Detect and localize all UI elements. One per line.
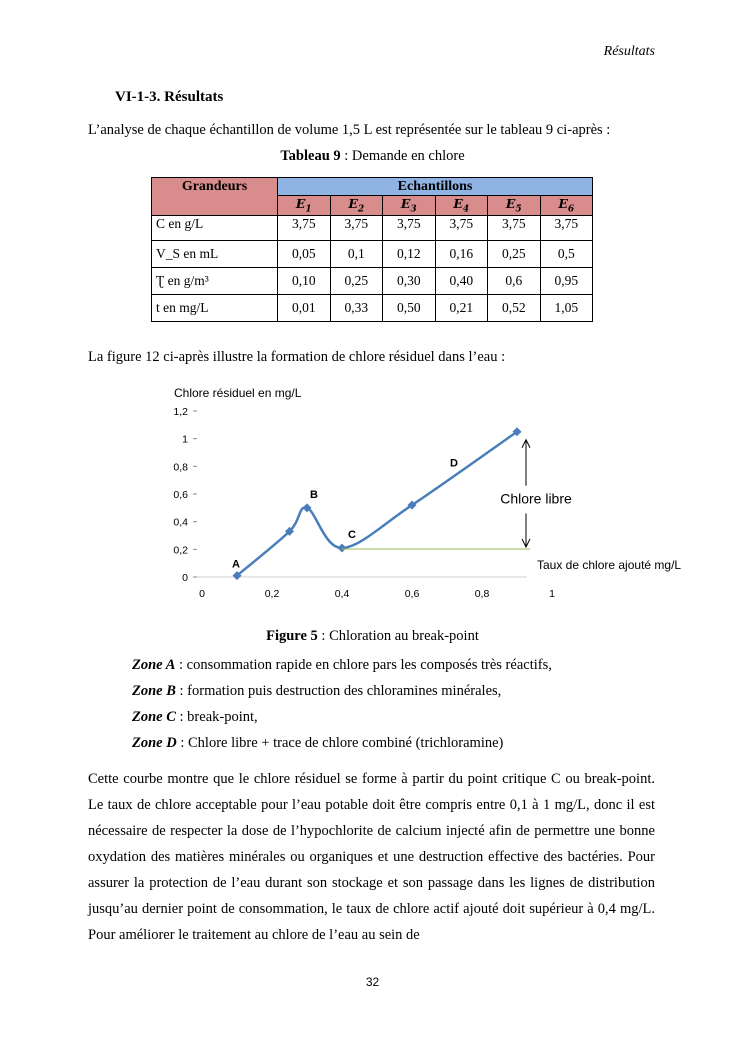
cell: 0,25	[330, 267, 383, 294]
y-tick-label: 1	[182, 433, 188, 446]
running-header: Résultats	[603, 44, 655, 59]
body-paragraph: Cette courbe montre que le chlore résiduel se forme à partir du point critique C ou break-point. Le taux de chlore acceptable pour l’eau potable doit être compris entre 0,1 à 1 mg/L, donc il est nécessaire de respecter la dose de l’hypochlorite de calcium injecté afin de permettre une bonne oxydation des matières minérales ou organiques et une destruction effective des bactéries. Pour assurer la protection de l’eau durant son stockage et son passage dans les lignes de distribution jusqu’au dernier point de consommation, le taux de chlore actif ajouté doit supérieur à 0,4 mg/L. Pour améliorer le traitement au chlore de l’eau au sein de	[88, 771, 655, 943]
cell: 0,12	[383, 240, 436, 267]
cell: 3,75	[435, 215, 488, 240]
cell: 0,50	[383, 294, 436, 321]
y-tick-label: 0,6	[173, 489, 188, 501]
zone-b-line	[132, 683, 501, 700]
table-caption	[0, 148, 745, 165]
table-row	[152, 267, 593, 294]
sub-header-e1: $E_1$	[278, 196, 331, 216]
figure-caption-text: : Chloration au break-point	[317, 628, 479, 644]
figure-intro-text: La figure 12 ci-après illustre la formation de chlore résiduel dans l’eau :	[88, 349, 506, 365]
table-row	[152, 215, 593, 240]
section-title: VI-1-3. Résultats	[115, 89, 224, 105]
cell: 0,25	[488, 240, 541, 267]
cell: 3,75	[330, 215, 383, 240]
y-tick-label: 0,2	[173, 544, 188, 557]
cell: 3,75	[278, 215, 331, 240]
x-axis-label: Taux de chlore ajouté mg/L	[537, 558, 682, 572]
sub-header-e2: $E_2$	[330, 196, 383, 216]
x-tick-label: 0,8	[474, 588, 490, 600]
page-number: 32	[365, 975, 380, 989]
row-label: Ʈ en g/m³	[152, 267, 278, 294]
zone-a-text: : consommation rapide en chlore pars les composés très réactifs,	[175, 657, 552, 673]
cell: 3,75	[540, 215, 593, 240]
row-label: V_S en mL	[152, 240, 278, 267]
point-label: D	[450, 457, 458, 470]
row-label: t en mg/L	[152, 294, 278, 321]
cell: 0,5	[540, 240, 593, 267]
zone-d-name: Zone D	[132, 735, 177, 751]
zone-d-line	[132, 735, 503, 752]
cell: 0,10	[278, 267, 331, 294]
cell: 0,33	[330, 294, 383, 321]
zone-b-name: Zone B	[132, 683, 176, 699]
cell: 0,30	[383, 267, 436, 294]
y-tick-label: 0,4	[173, 516, 188, 529]
x-tick-label: 0	[199, 588, 205, 600]
table-row	[152, 240, 593, 267]
data-point	[338, 543, 347, 552]
chart-axes	[173, 406, 555, 600]
sub-header-e3: $E_3$	[383, 196, 436, 216]
sub-header-e6: $E_6$	[540, 196, 593, 216]
cell: 0,95	[540, 267, 593, 294]
zone-d-text: : Chlore libre + trace de chlore combiné (trichloramine)	[176, 735, 504, 751]
point-label: A	[232, 558, 240, 571]
point-label: B	[310, 488, 318, 501]
y-tick-label: 1,2	[173, 406, 188, 418]
x-tick-label: 0,2	[264, 588, 280, 600]
cell: 1,05	[540, 294, 593, 321]
cell: 0,01	[278, 294, 331, 321]
cell: 0,40	[435, 267, 488, 294]
zone-b-text: : formation puis destruction des chloramines minérales,	[175, 683, 502, 699]
series-line	[237, 432, 517, 576]
cell: 0,16	[435, 240, 488, 267]
y-tick-label: 0,8	[173, 461, 188, 474]
cell: 0,52	[488, 294, 541, 321]
figure-caption-label: Figure 5	[266, 628, 318, 644]
cell: 0,21	[435, 294, 488, 321]
cell: 0,1	[330, 240, 383, 267]
chlore-libre-annotation: Chlore libre	[500, 490, 572, 507]
col-header-grandeurs: Grandeurs	[152, 178, 278, 216]
zone-c-line	[132, 709, 258, 726]
table-caption-label: Tableau 9	[280, 148, 341, 164]
chlorine-demand-table	[151, 177, 593, 322]
table-row	[152, 294, 593, 321]
point-label: C	[348, 528, 356, 541]
breakpoint-chart	[160, 380, 720, 605]
group-header-echantillons: Echantillons	[278, 178, 593, 196]
zone-a-name: Zone A	[132, 657, 176, 673]
sub-header-e4: $E_4$	[435, 196, 488, 216]
cell: 3,75	[383, 215, 436, 240]
cell: 0,05	[278, 240, 331, 267]
zone-a-line	[132, 657, 552, 674]
cell: 0,6	[488, 267, 541, 294]
x-tick-label: 0,4	[334, 588, 350, 600]
y-tick-label: 0	[182, 572, 188, 584]
intro-text: L’analyse de chaque échantillon de volume 1,5 L est représentée sur le tableau 9 ci-après :	[88, 122, 611, 138]
table-caption-text: : Demande en chlore	[340, 148, 465, 164]
chart-series	[233, 427, 522, 580]
zone-c-text: : break-point,	[175, 709, 258, 725]
x-tick-label: 1	[549, 588, 555, 600]
row-label: C en g/L	[152, 215, 278, 240]
figure-caption	[0, 628, 745, 645]
chart-annotations	[232, 440, 572, 571]
x-tick-label: 0,6	[404, 588, 420, 600]
zone-c-name: Zone C	[132, 709, 176, 725]
y-axis-label: Chlore résiduel en mg/L	[174, 386, 302, 400]
sub-header-e5: $E_5$	[488, 196, 541, 216]
cell: 3,75	[488, 215, 541, 240]
